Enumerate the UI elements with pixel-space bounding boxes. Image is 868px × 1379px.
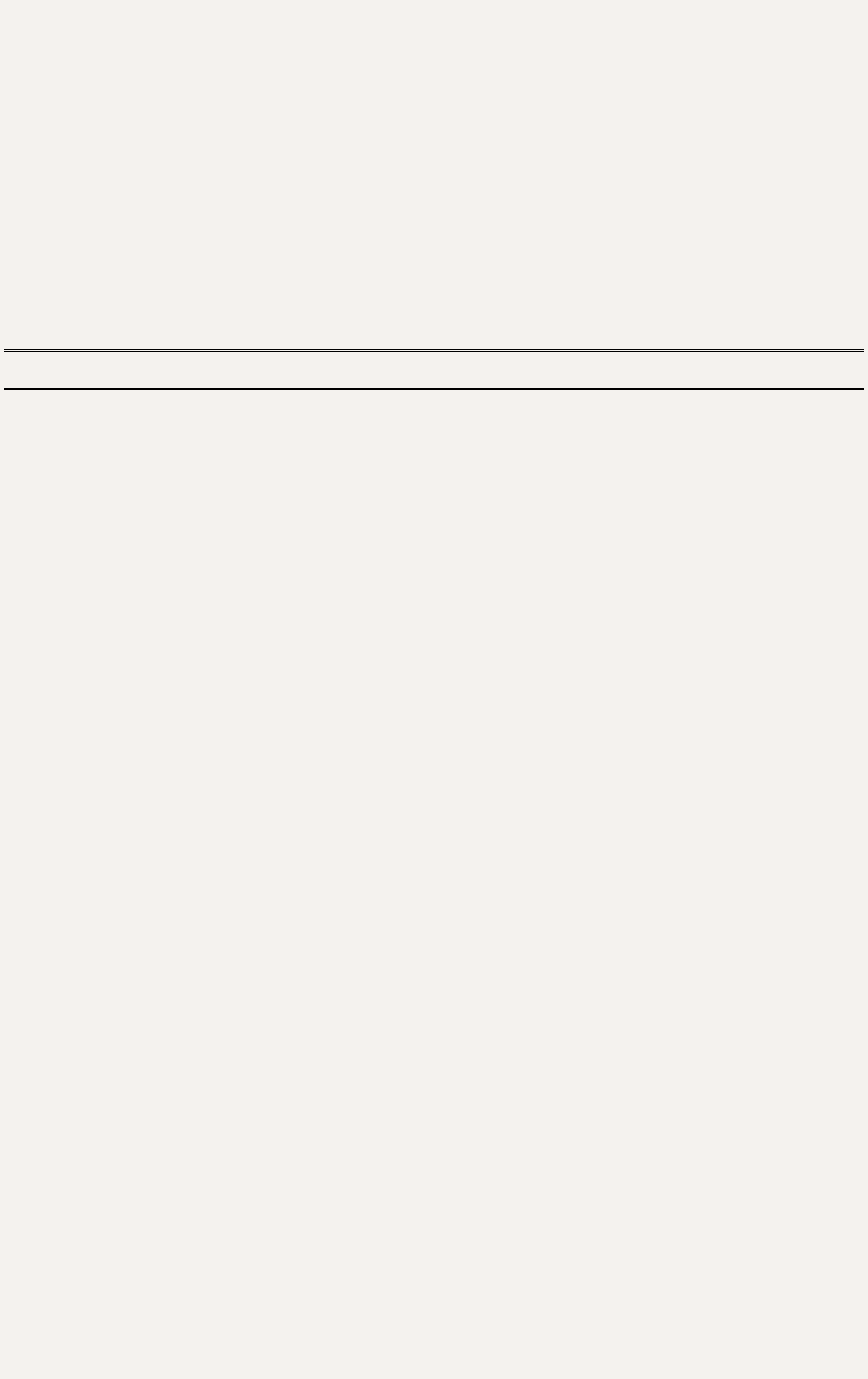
deadline-line	[4, 378, 864, 390]
masthead	[4, 2, 864, 16]
guide-banner	[4, 349, 864, 379]
classified-strip	[4, 18, 864, 345]
service-guide-grid	[4, 391, 864, 1375]
